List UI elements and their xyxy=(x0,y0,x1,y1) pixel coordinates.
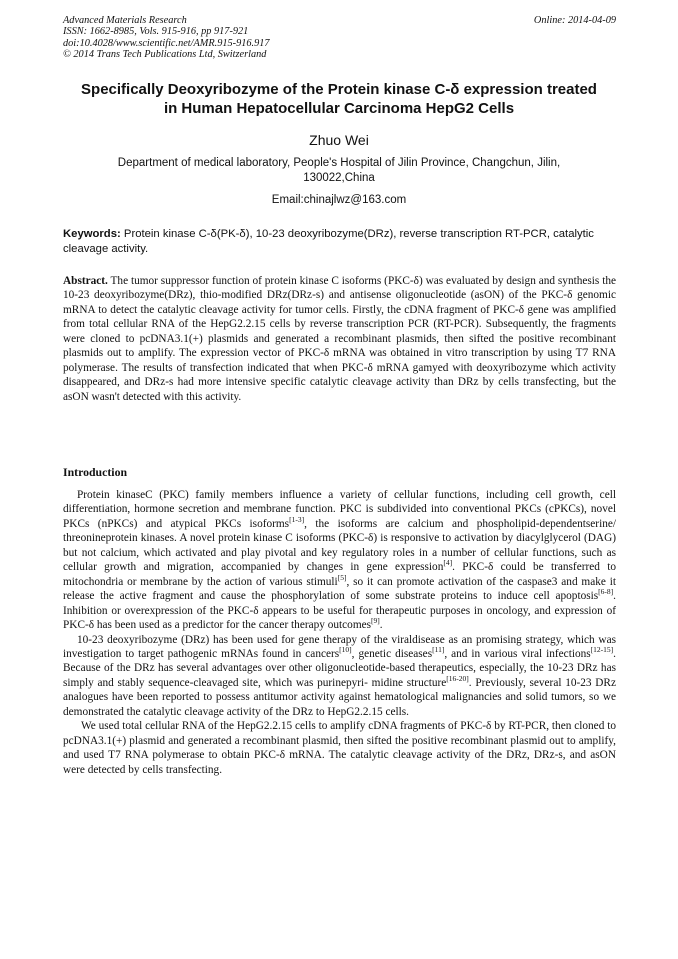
text-run: . Inhibition or overexpression of the PKC-δ appears to be useful for therapeutic purposes in oncology, and expression of PKC-δ has been used as a predictor for the cancer therapy outcomes xyxy=(63,590,616,632)
citation[interactable]: [12-15] xyxy=(590,645,614,655)
paper-title xyxy=(40,81,638,118)
abstract-label: Abstract. xyxy=(63,275,108,287)
title-line-1: Specifically Deoxyribozyme of the Protein kinase C-δ expression treated xyxy=(81,81,597,98)
text-run: , the isoforms are calcium and phospholipid-dependentserine/ threonineprotein kinases. A novel protein kinase C isoforms (PKC-δ) is responsive to activation by diacylglycerol (DAG) but not calcium, which activated and play pivotal and key regulatory roles in a number of cellular functions, such as cellular growth and migration, accompanied by changes in gene expression xyxy=(63,517,617,574)
affiliation-line-2: 130022,China xyxy=(303,171,375,184)
abstract-text: The tumor suppressor function of protein kinase C isoforms (PKC-δ) was evaluated by design and synthesis the 10-23 deoxyribozyme(DRz), thio-modified DRz(DRz-s) and antisense oligonucleotide (asON) of the PKC-δ genomic mRNA to detect the catalytic cleavage activity for tumor cells. Firstly, the cDNA fragment of PKC-δ gene was amplified from total cellular RNA of the HepG2.2.15 cells by reverse transcription PCR (RT-PCR). Subsequently, the fragments were cloned to pcDNA3.1(+) plasmids and generated a recombinant plasmids, then sifted the positive recombinant plasmids out to amplify. The expression vector of PKC-δ mRNA was obtained in vitro transcription by using T7 RNA polymerase. The results of transfection indicated that when PKC-δ mRNA gamyed with deoxyribozyme which activity disappeared, and DRz-s had more intensive specific catalytic cleavage activity than DRz by cells transfecting, but the asON wasn't detected with this activity. xyxy=(63,275,616,403)
author-email[interactable]: Email:chinajlwz@163.com xyxy=(271,194,407,206)
text-run: , so it can promote activation of the caspase3 and make it release the active fragment and cause the phosphorylation of some substrate proteins to induce cell apoptosis xyxy=(63,575,616,603)
issn-line: ISSN: 1662-8985, Vols. 915-916, pp 917-921 xyxy=(63,26,249,38)
introduction-heading: Introduction xyxy=(63,465,128,479)
keywords xyxy=(63,227,616,256)
copyright-line: © 2014 Trans Tech Publications Ltd, Switzerland xyxy=(63,48,267,60)
citation[interactable]: [11] xyxy=(432,645,445,655)
journal-header xyxy=(63,15,616,60)
keywords-label: Keywords: xyxy=(63,228,121,240)
text-run: . Previously, several 10-23 DRz analogues have been reported to possess antitumor activity against hematological malignancies and solid tumors, so we demonstrated the catalytic cleavage activity of the DRz to HepG2.2.15 cells. xyxy=(63,676,616,718)
intro-paragraph-2 xyxy=(63,633,616,720)
text-run: . xyxy=(379,619,383,632)
citation[interactable]: [6-8] xyxy=(598,587,614,597)
text-run: . Because of the DRz has several advantages over other oligonucleotide-based therapeutics, especially, the 10-23 DRz has simply and stably sequence-cleavaged site, which was purinepyri- midine structure xyxy=(63,647,616,689)
online-date: Online: 2014-04-09 xyxy=(533,15,616,26)
journal-name: Advanced Materials Research xyxy=(63,15,187,26)
affiliation-line-1: Department of medical laboratory, People's Hospital of Jilin Province, Changchun, Jilin, xyxy=(117,157,561,169)
abstract xyxy=(63,274,616,404)
citation[interactable]: [5] xyxy=(337,572,347,582)
text-run: , genetic diseases xyxy=(351,647,433,660)
citation[interactable]: [16-20] xyxy=(446,674,469,684)
citation[interactable]: [10] xyxy=(339,645,352,655)
author-name: Zhuo Wei xyxy=(309,132,369,148)
keywords-text: Protein kinase C-δ(PK-δ), 10-23 deoxyribozyme(DRz), reverse transcription RT-PCR, catalytic cleavage activity. xyxy=(63,228,594,255)
text-run: 10-23 deoxyribozyme (DRz) has been used for gene therapy of the viraldisease as an promising strategy, which was investigation to target pathogenic mRNAs found in cancers xyxy=(63,633,616,660)
citation[interactable]: [4] xyxy=(443,558,453,568)
citation[interactable]: [9] xyxy=(371,616,380,626)
affiliation xyxy=(80,156,598,185)
text-run: . PKC-δ could be transferred to mitochondria or membrane by the action of various stimuli xyxy=(63,561,616,588)
introduction-body xyxy=(63,488,616,777)
intro-paragraph-3: We used total cellular RNA of the HepG2.2.15 cells to amplify cDNA fragments of PKC-δ by RT-PCR, then cloned to pcDNA3.1(+) plasmid and generated a recombinant plasmid, then sifted the positive recombinant plasmid out to amplify, and used T7 RNA polymerase to obtain PKC-δ mRNA. The catalytic cleavage activity of the DRz, DRz-s, and asON were detected by cells transfecting. xyxy=(63,720,616,776)
text-run: , and in various viral infections xyxy=(444,647,591,660)
title-line-2: in Human Hepatocellular Carcinoma HepG2 Cells xyxy=(163,99,515,117)
text-run: Protein kinaseC (PKC) family members influence a variety of cellular functions, including cell growth, cell differentiation, hormone secretion and membrane function. PKC is subdivided into conventional PKCs (cPKCs), novel PKCs (nPKCs) and atypical PKCs isoforms xyxy=(63,489,616,530)
doi-line[interactable]: doi:10.4028/www.scientific.net/AMR.915-916.917 xyxy=(63,37,270,49)
intro-paragraph-1 xyxy=(63,488,616,633)
citation[interactable]: [1-3] xyxy=(289,515,305,525)
